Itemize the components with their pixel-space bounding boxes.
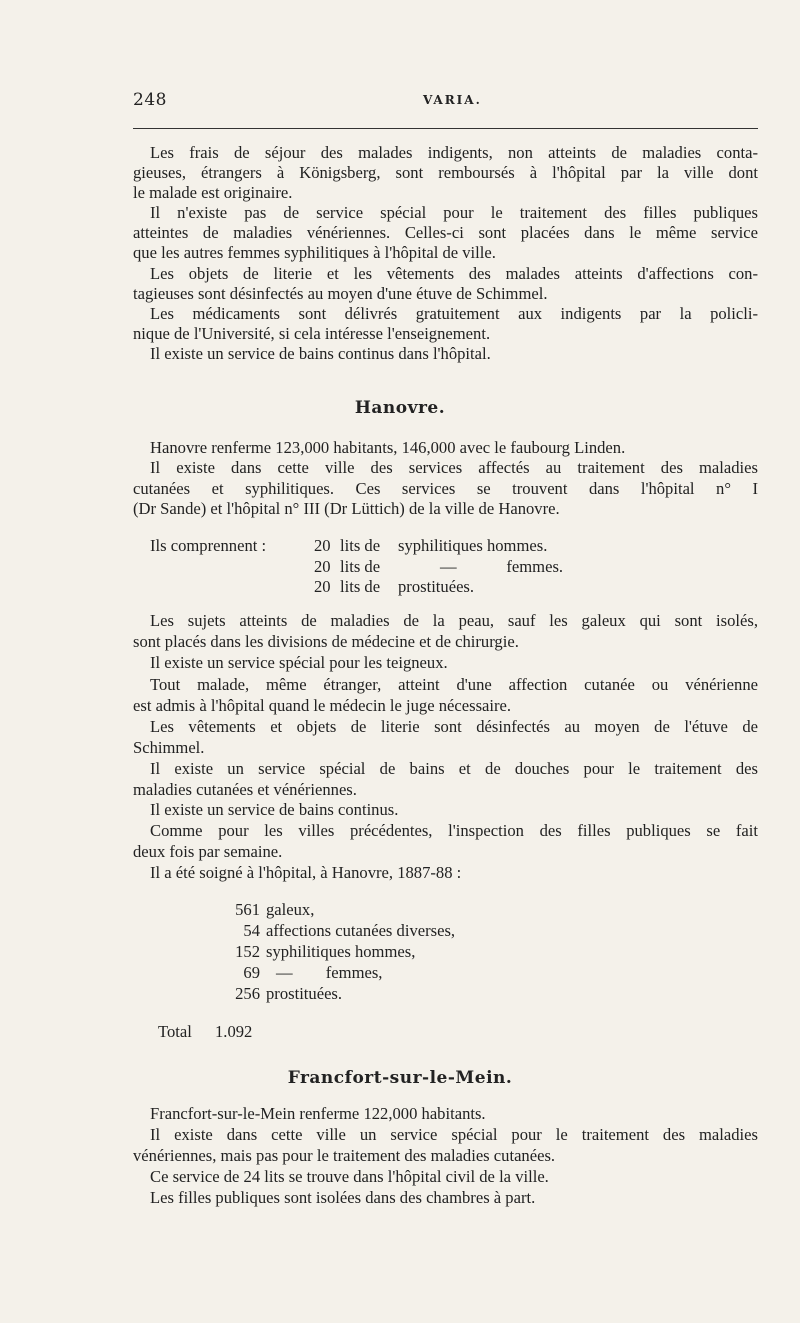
stat-label: — femmes,: [276, 963, 383, 982]
page-header: [133, 90, 758, 114]
stat-label: galeux,: [266, 900, 315, 919]
paragraph-line: Il n'existe pas de service spécial pour le traitement des filles publiques: [150, 203, 758, 222]
paragraph-line: Il existe dans cette ville un service spécial pour le traitement des maladies: [150, 1125, 758, 1144]
paragraph-line: nique de l'Université, si cela intéresse l'enseignement.: [133, 324, 491, 343]
beds-label: Ils comprennent :: [150, 536, 267, 555]
paragraph-line: cutanées et syphilitiques. Ces services se trouvent dans l'hôpital n° I: [133, 479, 758, 498]
stat-label: prostituées.: [266, 984, 343, 1003]
paragraph-line: Tout malade, même étranger, atteint d'une affection cutanée ou vénérienne: [150, 675, 758, 694]
paragraph-line: Il existe dans cette ville des services affectés au traitement des maladies: [150, 458, 758, 477]
header-rule: [133, 128, 758, 129]
stat-label: syphilitiques hommes,: [266, 942, 416, 961]
bed-unit: lits de: [340, 577, 381, 596]
stat-count: 561: [235, 900, 260, 919]
stat-count: 69: [243, 963, 260, 982]
paragraph-line: Francfort-sur-le-Mein renferme 122,000 habitants.: [150, 1104, 486, 1123]
bed-group: syphilitiques hommes.: [398, 536, 548, 555]
paragraph-line: atteintes de maladies vénériennes. Celles-ci sont placées dans le même service: [133, 223, 758, 242]
paragraph-line: Il existe un service de bains continus dans l'hôpital.: [150, 344, 491, 363]
total-value: 1.092: [215, 1022, 253, 1041]
paragraph-line: Hanovre renferme 123,000 habitants, 146,000 avec le faubourg Linden.: [150, 438, 626, 457]
section-heading-francfort: Francfort-sur-le-Mein.: [287, 1068, 513, 1088]
paragraph-line: que les autres femmes syphilitiques à l'hôpital de ville.: [133, 243, 496, 262]
stat-count: 256: [235, 984, 260, 1003]
stat-count: 152: [235, 942, 260, 961]
paragraph-line: Les objets de literie et les vêtements des malades atteints d'affections con-: [150, 264, 758, 283]
total-label: Total: [158, 1022, 192, 1041]
stat-label: affections cutanées diverses,: [266, 921, 456, 940]
bed-group: prostituées.: [398, 577, 475, 596]
bed-count: 20: [314, 577, 331, 596]
running-head: VARIA.: [423, 93, 482, 107]
paragraph-line: Il existe un service spécial de bains et de douches pour le traitement des: [150, 759, 758, 778]
section-heading-hanovre: Hanovre.: [354, 398, 446, 418]
paragraph-line: (Dr Sande) et l'hôpital n° III (Dr Lüttich) de la ville de Hanovre.: [133, 499, 560, 518]
paragraph-line: sont placés dans les divisions de médecine et de chirurgie.: [133, 632, 519, 651]
paragraph-line: Comme pour les villes précédentes, l'inspection des filles publiques se fait: [150, 821, 758, 840]
bed-unit: lits de: [340, 557, 381, 576]
paragraph-line: Schimmel.: [133, 738, 205, 757]
bed-count: 20: [314, 557, 331, 576]
paragraph-line: Il existe un service spécial pour les teigneux.: [150, 653, 448, 672]
paragraph-line: maladies cutanées et vénériennes.: [133, 780, 357, 799]
paragraph-line: tagieuses sont désinfectés au moyen d'une étuve de Schimmel.: [133, 284, 548, 303]
stat-count: 54: [243, 921, 260, 940]
paragraph-line: Les filles publiques sont isolées dans des chambres à part.: [150, 1188, 536, 1207]
paragraph-line: Les frais de séjour des malades indigents, non atteints de maladies conta-: [150, 143, 758, 162]
page-number: 248: [133, 90, 167, 110]
paragraph-line: deux fois par semaine.: [133, 842, 283, 861]
bed-group: — femmes.: [440, 557, 564, 576]
paragraph-line: Les vêtements et objets de literie sont désinfectés au moyen de l'étuve de: [150, 717, 758, 736]
paragraph-line: le malade est originaire.: [133, 183, 293, 202]
paragraph-line: Les médicaments sont délivrés gratuitement aux indigents par la policli-: [150, 304, 758, 323]
bed-count: 20: [314, 536, 331, 555]
paragraph-line: Les sujets atteints de maladies de la peau, sauf les galeux qui sont isolés,: [150, 611, 758, 630]
paragraph-line: Il a été soigné à l'hôpital, à Hanovre, 1887-88 :: [150, 863, 462, 882]
bed-unit: lits de: [340, 536, 381, 555]
paragraph-line: gieuses, étrangers à Königsberg, sont remboursés à l'hôpital par la ville dont: [133, 163, 758, 182]
paragraph-line: est admis à l'hôpital quand le médecin le juge nécessaire.: [133, 696, 512, 715]
paragraph-line: vénériennes, mais pas pour le traitement des maladies cutanées.: [133, 1146, 556, 1165]
paragraph-line: Ce service de 24 lits se trouve dans l'hôpital civil de la ville.: [150, 1167, 549, 1186]
paragraph-line: Il existe un service de bains continus.: [150, 800, 399, 819]
